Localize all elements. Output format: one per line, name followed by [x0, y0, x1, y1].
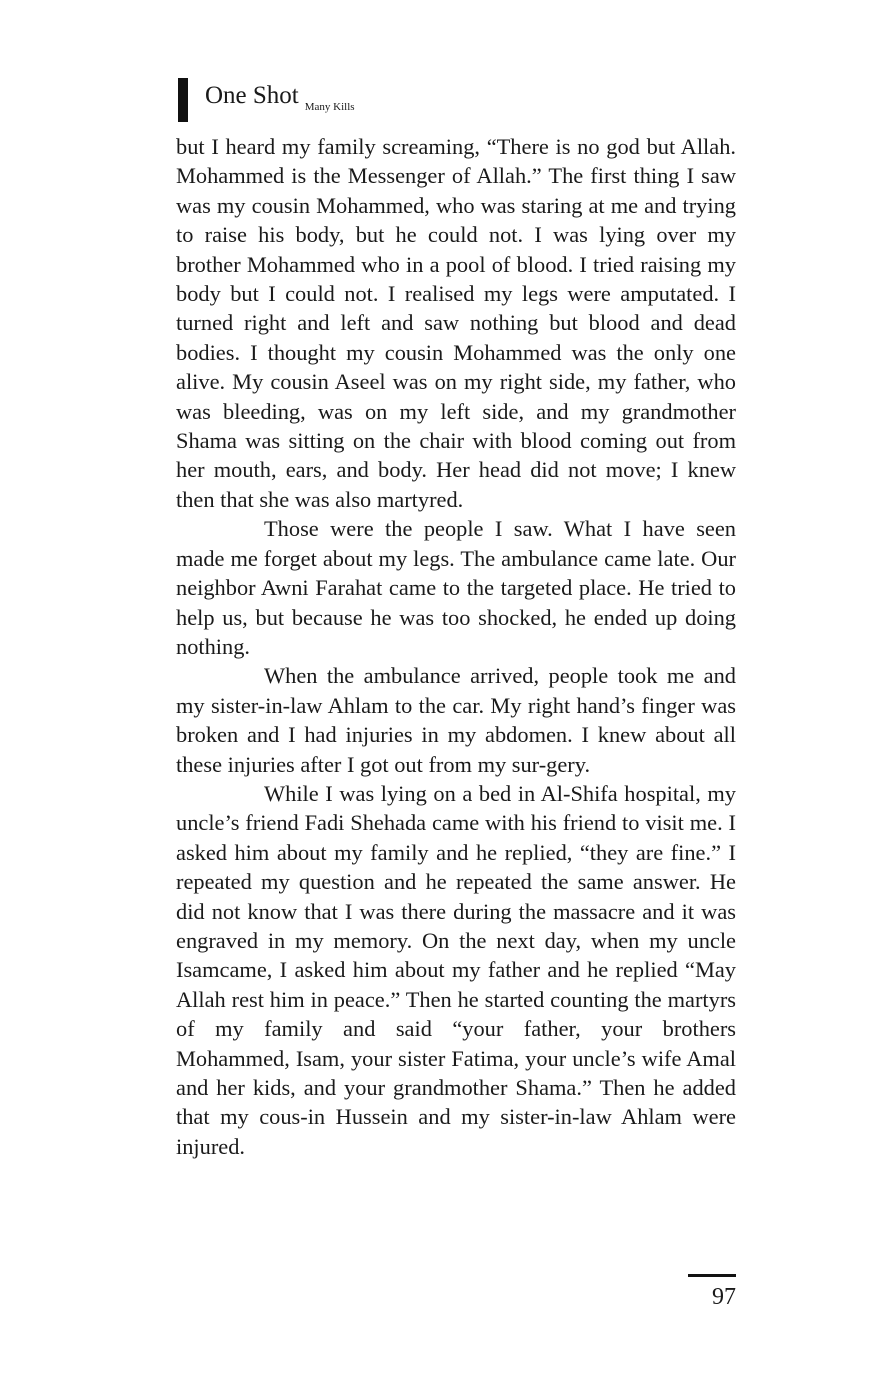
running-header [178, 78, 355, 122]
book-subtitle: Many Kills [304, 101, 355, 113]
header-bar-decoration [178, 78, 188, 122]
book-title: One Shot [205, 82, 299, 109]
body-text [176, 132, 736, 1161]
paragraph: While I was lying on a bed in Al-Shifa hospital, my uncle’s friend Fadi Shehada came with his friend to visit me. I asked him about my family and he replied, “they are fine.” I repeated my question and he repeated the same answer. He did not know that I was there during the massacre and it was engraved in my memory. On the next day, when my uncle Isamcame, I asked him about my father and he replied “May Allah rest him in peace.” Then he started counting the martyrs of my family and said “your father, your brothers Mohammed, Isam, your sister Fatima, your uncle’s wife Amal and her kids, and your grandmother Shama.” Then he added that my cous-in Hussein and my sister-in-law Ahlam were injured. [176, 780, 736, 1159]
paragraph: Those were the people I saw. What I have seen made me forget about my legs. The ambulance came late. Our neighbor Awni Farahat came to the targeted place. He tried to help us, but because he was too shocked, he ended up doing nothing. [176, 516, 736, 659]
paragraph: When the ambulance arrived, people took me and my sister-in-law Ahlam to the car. My right hand’s finger was broken and I had injuries in my abdomen. I knew about all these injuries after I got out from my sur-gery. [176, 663, 736, 777]
page-number: 97 [712, 1284, 736, 1310]
paragraph: but I heard my family screaming, “There is no god but Allah. Mohammed is the Messenger of Allah.” The first thing I saw was my cousin Mohammed, who was staring at me and trying to raise his body, but he could not. I was lying over my brother Mohammed who in a pool of blood. I tried raising my body but I could not. I realised my legs were amputated. I turned right and left and saw nothing but blood and dead bodies. I thought my cousin Mohammed was the only one alive. My cousin Aseel was on my right side, my father, who was bleeding, was on my left side, and my grandmother Shama was sitting on the chair with blood coming out from her mouth, ears, and body. Her head did not move; I knew then that she was also martyred. [176, 134, 736, 512]
footer-rule [688, 1274, 736, 1277]
